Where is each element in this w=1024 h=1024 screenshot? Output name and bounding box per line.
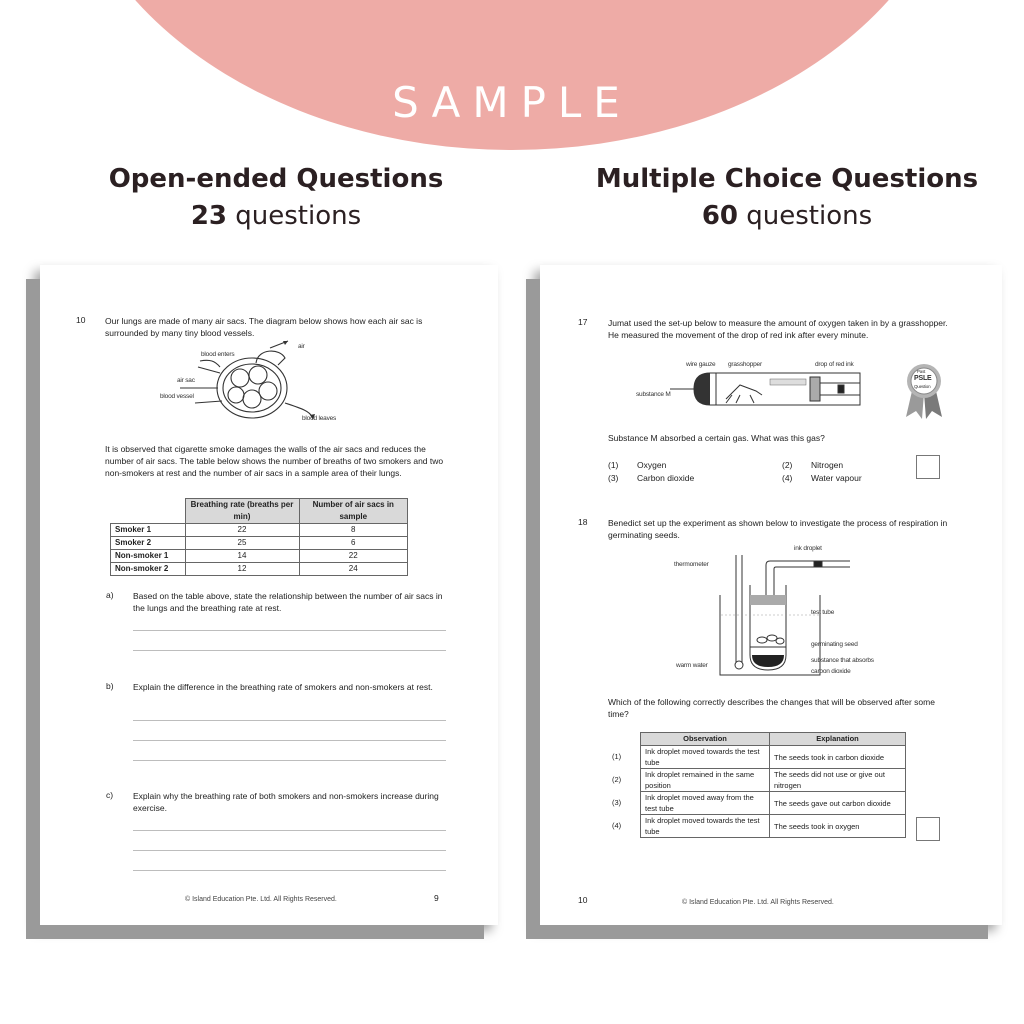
row-sacs: 6 bbox=[299, 537, 408, 550]
right-heading-count-line bbox=[577, 198, 997, 234]
option-explanation: The seeds gave out carbon dioxide bbox=[770, 792, 906, 815]
table-row[interactable] bbox=[608, 746, 906, 769]
badge-text-past: Past bbox=[917, 369, 926, 374]
sample-page-mcq bbox=[540, 265, 1002, 925]
option-explanation: The seeds took in oxygen bbox=[770, 815, 906, 838]
q17-option-1: Oxygen bbox=[637, 460, 667, 470]
label-blood-vessel: blood vessel bbox=[160, 393, 194, 400]
answer-line[interactable] bbox=[133, 740, 446, 741]
row-sacs: 8 bbox=[299, 524, 408, 537]
badge-text-question: Question bbox=[914, 384, 931, 389]
question-text: Our lungs are made of many air sacs. The diagram below shows how each air sac is surrounded by many tiny blood vessels. bbox=[105, 316, 423, 338]
right-heading bbox=[577, 160, 997, 234]
left-heading-count-line bbox=[66, 198, 486, 234]
label-substance-m: substance M bbox=[636, 391, 671, 398]
part-c-text: Explain why the breathing rate of both smokers and non-smokers increase during exercise. bbox=[133, 791, 439, 813]
left-heading-count: 23 bbox=[190, 201, 228, 231]
part-b-text: Explain the difference in the breathing rate of smokers and non-smokers at rest. bbox=[133, 682, 433, 692]
q17-text: Jumat used the set-up below to measure the amount of oxygen taken in by a grasshopper. He measured the movement of the drop of red ink after every minute. bbox=[608, 318, 948, 340]
q17-option-2: Nitrogen bbox=[811, 460, 844, 470]
answer-line[interactable] bbox=[133, 650, 446, 651]
left-heading bbox=[66, 160, 486, 234]
right-heading-count: 60 bbox=[701, 201, 739, 231]
table-row bbox=[111, 563, 408, 576]
question-number: 10 bbox=[76, 315, 86, 325]
q17-number: 17 bbox=[578, 317, 588, 327]
q17-option-2-number: (2) bbox=[782, 460, 793, 470]
part-a-label: a) bbox=[106, 590, 114, 600]
label-wire-gauze: wire gauze bbox=[686, 361, 716, 368]
option-observation: Ink droplet moved away from the test tube bbox=[641, 792, 770, 815]
q17-option-1-number: (1) bbox=[608, 460, 619, 470]
answer-line[interactable] bbox=[133, 870, 446, 871]
label-air: air bbox=[298, 343, 305, 350]
sample-page-open-ended bbox=[40, 265, 498, 925]
q17-option-3: Carbon dioxide bbox=[637, 473, 695, 483]
row-name: Smoker 1 bbox=[111, 524, 186, 537]
option-observation: Ink droplet moved towards the test tube bbox=[641, 746, 770, 769]
row-name: Non-smoker 1 bbox=[111, 550, 186, 563]
table-header-observation: Observation bbox=[641, 733, 770, 746]
q17-option-4-number: (4) bbox=[782, 473, 793, 483]
answer-line[interactable] bbox=[133, 630, 446, 631]
option-number: (1) bbox=[612, 752, 622, 761]
sample-banner: SAMPLE bbox=[392, 78, 632, 127]
label-thermometer: thermometer bbox=[674, 561, 709, 568]
page-footer: © Island Education Pte. Ltd. All Rights Reserved. bbox=[682, 899, 834, 906]
label-substance-absorbs: substance that absorbs bbox=[811, 657, 874, 664]
table-row bbox=[111, 524, 408, 537]
right-heading-count-suffix: questions bbox=[738, 201, 873, 231]
q17-option-3-number: (3) bbox=[608, 473, 619, 483]
q17-question: Substance M absorbed a certain gas. What was this gas? bbox=[608, 433, 825, 443]
table-row[interactable] bbox=[608, 792, 906, 815]
answer-line[interactable] bbox=[133, 830, 446, 831]
row-name: Non-smoker 2 bbox=[111, 563, 186, 576]
row-name: Smoker 2 bbox=[111, 537, 186, 550]
left-heading-title: Open-ended Questions bbox=[108, 164, 444, 194]
q18-answer-box[interactable] bbox=[916, 817, 940, 841]
option-observation: Ink droplet remained in the same position bbox=[641, 769, 770, 792]
q18-options-table bbox=[608, 732, 906, 838]
label-drop-of-red-ink: drop of red ink bbox=[815, 361, 854, 368]
right-heading-title: Multiple Choice Questions bbox=[595, 164, 979, 194]
observation-paragraph: It is observed that cigarette smoke damages the walls of the air sacs and reduces the number of air sacs. The table below shows the number of breaths of two smokers and two non-smokers at rest and the number of air sacs in a sample area of their lungs. bbox=[105, 444, 444, 478]
grasshopper-apparatus bbox=[630, 365, 870, 415]
q18-text: Benedict set up the experiment as shown below to investigate the process of respiration in germinating seeds. bbox=[608, 518, 948, 540]
page-number: 10 bbox=[578, 895, 588, 905]
badge-text-psle: PSLE bbox=[914, 375, 932, 382]
answer-line[interactable] bbox=[133, 720, 446, 721]
row-sacs: 24 bbox=[299, 563, 408, 576]
breathing-table bbox=[110, 498, 408, 576]
label-carbon-dioxide: carbon dioxide bbox=[811, 668, 851, 675]
option-observation: Ink droplet moved towards the test tube bbox=[641, 815, 770, 838]
part-c-label: c) bbox=[106, 790, 114, 800]
page-number: 9 bbox=[434, 893, 439, 903]
table-header-rate: Breathing rate (breaths per min) bbox=[185, 499, 299, 524]
table-row bbox=[111, 550, 408, 563]
q18-number: 18 bbox=[578, 517, 588, 527]
q18-question: Which of the following correctly describes the changes that will be observed after some time? bbox=[608, 697, 935, 719]
option-number: (4) bbox=[612, 821, 622, 830]
label-blood-leaves: blood leaves bbox=[302, 415, 337, 422]
row-rate: 25 bbox=[185, 537, 299, 550]
label-ink-droplet: ink droplet bbox=[794, 545, 822, 552]
header-arc bbox=[60, 0, 964, 150]
answer-line[interactable] bbox=[133, 850, 446, 851]
q17-option-4: Water vapour bbox=[811, 473, 862, 483]
option-number: (2) bbox=[612, 775, 622, 784]
label-blood-enters: blood enters bbox=[201, 351, 235, 358]
left-heading-count-suffix: questions bbox=[227, 201, 362, 231]
respiration-apparatus bbox=[710, 555, 890, 685]
label-air-sac: air sac bbox=[177, 377, 195, 384]
label-germinating-seed: germinating seed bbox=[811, 641, 858, 648]
table-header-explanation: Explanation bbox=[770, 733, 906, 746]
row-rate: 12 bbox=[185, 563, 299, 576]
option-explanation: The seeds took in carbon dioxide bbox=[770, 746, 906, 769]
page-footer: © Island Education Pte. Ltd. All Rights Reserved. bbox=[185, 896, 337, 903]
q17-answer-box[interactable] bbox=[916, 455, 940, 479]
label-grasshopper: grasshopper bbox=[728, 361, 762, 368]
option-number: (3) bbox=[612, 798, 622, 807]
row-rate: 14 bbox=[185, 550, 299, 563]
option-explanation: The seeds did not use or give out nitrogen bbox=[770, 769, 906, 792]
row-rate: 22 bbox=[185, 524, 299, 537]
part-b-label: b) bbox=[106, 681, 114, 691]
part-a-text: Based on the table above, state the relationship between the number of air sacs in the lungs and the breathing rate at rest. bbox=[133, 591, 443, 613]
table-row[interactable] bbox=[608, 815, 906, 838]
table-header-sacs: Number of air sacs in sample bbox=[299, 499, 408, 524]
table-row[interactable] bbox=[608, 769, 906, 792]
table-row bbox=[111, 537, 408, 550]
row-sacs: 22 bbox=[299, 550, 408, 563]
label-test-tube: test tube bbox=[811, 609, 835, 616]
answer-line[interactable] bbox=[133, 760, 446, 761]
label-warm-water: warm water bbox=[676, 662, 708, 669]
